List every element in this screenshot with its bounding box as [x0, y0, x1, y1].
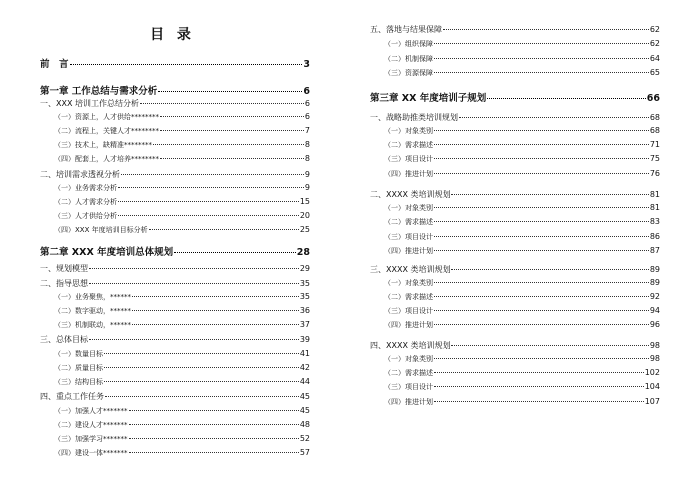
toc-page-number: 64 — [649, 54, 660, 63]
toc-entry-title: 第三章 XX 年度培训子规划 — [370, 93, 487, 104]
toc-dot-leader — [104, 381, 299, 382]
toc-dot-leader — [160, 116, 304, 117]
toc-dot-leader — [434, 72, 649, 73]
toc-page-number: 71 — [649, 140, 660, 149]
toc-page-number: 28 — [296, 247, 310, 258]
toc-dot-leader — [443, 29, 649, 30]
toc-subsection-entry[interactable] — [370, 68, 660, 78]
toc-page-number: 9 — [304, 183, 310, 192]
toc-entry-title: （四）配套上，人才培养******** — [54, 155, 159, 163]
toc-page-number: 41 — [299, 349, 310, 358]
toc-entry-title: （三）项目设计 — [384, 307, 433, 315]
toc-chapter-entry[interactable] — [40, 244, 310, 258]
toc-section-entry[interactable] — [40, 263, 310, 274]
toc-page-number: 37 — [299, 320, 310, 329]
toc-page-number: 35 — [299, 279, 310, 288]
toc-dot-leader — [434, 372, 644, 373]
toc-section-entry[interactable] — [370, 189, 660, 200]
toc-entry-title: （三）项目设计 — [384, 155, 433, 163]
toc-subsection-entry[interactable] — [370, 217, 660, 227]
toc-subsection-entry[interactable] — [370, 246, 660, 256]
toc-entry-title: （一）对象类别 — [384, 204, 433, 212]
toc-page-number: 8 — [304, 140, 310, 149]
toc-subsection-entry[interactable] — [370, 306, 660, 316]
toc-page-number: 92 — [649, 292, 660, 301]
toc-entry-title: （三）加强学习******* — [54, 435, 128, 443]
toc-page-number: 6 — [304, 112, 310, 121]
toc-dot-leader — [129, 438, 299, 439]
toc-dot-leader — [158, 91, 302, 92]
toc-dot-leader — [129, 452, 299, 453]
toc-subsection-entry[interactable] — [40, 363, 310, 373]
toc-page-number: 6 — [304, 99, 310, 108]
toc-dot-leader — [104, 353, 299, 354]
toc-subsection-entry[interactable] — [370, 278, 660, 288]
toc-dot-leader — [118, 215, 299, 216]
toc-entry-title: （四）推进计划 — [384, 170, 433, 178]
toc-dot-leader — [434, 221, 649, 222]
toc-entry-title: （四）推进计划 — [384, 247, 433, 255]
toc-dot-leader — [451, 194, 648, 195]
toc-entry-title: 一、XXX 培训工作总结分析 — [40, 99, 139, 108]
toc-entry-title: 第一章 工作总结与需求分析 — [40, 86, 158, 97]
toc-chapter-entry[interactable] — [370, 90, 660, 104]
toc-page-number: 45 — [299, 392, 310, 401]
toc-dot-leader — [129, 424, 299, 425]
toc-subsection-entry[interactable] — [370, 54, 660, 64]
toc-page-number: 20 — [299, 211, 310, 220]
toc-dot-leader — [160, 158, 304, 159]
toc-page-number: 57 — [299, 448, 310, 457]
toc-subsection-entry[interactable] — [40, 406, 310, 416]
toc-entry-title: （四）推进计划 — [384, 321, 433, 329]
page-title: 目 录 — [150, 27, 195, 43]
toc-subsection-entry[interactable] — [40, 349, 310, 359]
toc-subsection-entry[interactable] — [370, 368, 660, 378]
toc-page-number: 94 — [649, 306, 660, 315]
toc-dot-leader — [434, 207, 649, 208]
toc-subsection-entry[interactable] — [40, 112, 310, 122]
toc-subsection-entry[interactable] — [40, 306, 310, 316]
toc-page-number: 15 — [299, 197, 310, 206]
toc-page-number: 42 — [299, 363, 310, 372]
toc-entry-title: 四、XXXX 类培训规划 — [370, 341, 451, 350]
toc-page-number: 89 — [649, 278, 660, 287]
toc-entry-title: 二、XXXX 类培训规划 — [370, 190, 451, 199]
toc-page-number: 81 — [649, 190, 660, 199]
toc-entry-title: （一）对象类别 — [384, 279, 433, 287]
toc-dot-leader — [104, 367, 299, 368]
toc-page-number: 35 — [299, 292, 310, 301]
toc-dot-leader — [434, 324, 649, 325]
toc-section-entry[interactable] — [40, 278, 310, 289]
toc-entry-title: （一）业务需求分析 — [54, 184, 117, 192]
toc-dot-leader — [434, 236, 649, 237]
toc-subsection-entry[interactable] — [370, 320, 660, 330]
toc-dot-leader — [434, 250, 649, 251]
toc-entry-title: 一、规划模型 — [40, 264, 88, 273]
toc-dot-leader — [434, 144, 649, 145]
toc-dot-leader — [434, 173, 649, 174]
toc-dot-leader — [434, 58, 649, 59]
toc-entry-title: （二）流程上，关键人才******** — [54, 127, 159, 135]
toc-section-entry[interactable] — [370, 24, 660, 35]
toc-dot-leader — [434, 358, 649, 359]
toc-dot-leader — [153, 144, 304, 145]
toc-dot-leader — [121, 174, 304, 175]
toc-page-number: 9 — [304, 170, 310, 179]
toc-chapter-entry[interactable] — [40, 83, 310, 97]
toc-subsection-entry[interactable] — [40, 140, 310, 150]
toc-page-number: 102 — [644, 368, 660, 377]
toc-dot-leader — [132, 310, 299, 311]
toc-entry-title: （二）数字驱动，****** — [54, 307, 131, 315]
toc-page-number: 107 — [644, 397, 660, 406]
toc-page-number: 7 — [304, 126, 310, 135]
toc-subsection-entry[interactable] — [370, 126, 660, 136]
toc-dot-leader — [459, 117, 649, 118]
toc-subsection-entry[interactable] — [370, 203, 660, 213]
toc-page-number: 3 — [303, 59, 310, 70]
toc-entry-title: 二、培训需求透视分析 — [40, 170, 120, 179]
toc-page-number: 68 — [649, 113, 660, 122]
toc-subsection-entry[interactable] — [370, 232, 660, 242]
toc-subsection-entry[interactable] — [370, 397, 660, 407]
toc-page-number: 29 — [299, 264, 310, 273]
toc-subsection-entry[interactable] — [40, 292, 310, 302]
toc-section-entry[interactable] — [40, 334, 310, 345]
toc-dot-leader — [174, 252, 296, 253]
toc-dot-leader — [434, 158, 649, 159]
toc-dot-leader — [118, 201, 299, 202]
toc-subsection-entry[interactable] — [40, 154, 310, 164]
toc-page-number: 96 — [649, 320, 660, 329]
toc-entry-title: （三）人才供给分析 — [54, 212, 117, 220]
toc-entry-title: （二）机制保障 — [384, 55, 433, 63]
toc-dot-leader — [434, 282, 649, 283]
toc-page-number: 68 — [649, 126, 660, 135]
toc-subsection-entry[interactable] — [370, 354, 660, 364]
toc-entry-title: 四、重点工作任务 — [40, 392, 104, 401]
toc-entry-title: （一）对象类别 — [384, 127, 433, 135]
toc-subsection-entry[interactable] — [370, 154, 660, 164]
toc-page-number: 104 — [644, 382, 660, 391]
toc-subsection-entry[interactable] — [40, 434, 310, 444]
toc-dot-leader — [70, 64, 303, 65]
toc-entry-title: （四）XXX 年度培训目标分析 — [54, 226, 148, 234]
toc-page-number: 86 — [649, 232, 660, 241]
toc-entry-title: （二）需求描述 — [384, 293, 433, 301]
toc-dot-leader — [434, 296, 649, 297]
toc-entry-title: （三）资源保障 — [384, 69, 433, 77]
toc-page-number: 39 — [299, 335, 310, 344]
toc-subsection-entry[interactable] — [40, 197, 310, 207]
toc-dot-leader — [129, 410, 299, 411]
toc-dot-leader — [434, 43, 649, 44]
toc-entry-title: （一）对象类别 — [384, 355, 433, 363]
toc-section-entry[interactable] — [40, 169, 310, 180]
toc-entry-title: 第二章 XXX 年度培训总体规划 — [40, 247, 174, 258]
toc-subsection-entry[interactable] — [370, 169, 660, 179]
toc-subsection-entry[interactable] — [40, 320, 310, 330]
toc-subsection-entry[interactable] — [370, 39, 660, 49]
toc-entry-title: （四）建设一体******* — [54, 449, 128, 457]
toc-page-number: 8 — [304, 154, 310, 163]
toc-entry-title: 五、落地与结果保障 — [370, 25, 442, 34]
toc-page-number: 66 — [646, 93, 660, 104]
toc-entry-title: 二、指导思想 — [40, 279, 88, 288]
toc-page-number: 75 — [649, 154, 660, 163]
toc-page-number: 89 — [649, 265, 660, 274]
toc-entry-title: （四）推进计划 — [384, 398, 433, 406]
toc-dot-leader — [132, 296, 299, 297]
toc-entry-title: （一）资源上，人才供给******** — [54, 113, 159, 121]
toc-subsection-entry[interactable] — [370, 382, 660, 392]
toc-entry-title: 前 言 — [40, 59, 69, 70]
toc-entry-title: （二）建设人才******* — [54, 421, 128, 429]
toc-page-number: 45 — [299, 406, 310, 415]
toc-subsection-entry[interactable] — [40, 377, 310, 387]
toc-dot-leader — [132, 324, 299, 325]
toc-chapter-entry[interactable] — [40, 56, 310, 70]
toc-dot-leader — [89, 283, 299, 284]
toc-section-entry[interactable] — [370, 112, 660, 123]
toc-entry-title: （一）数量目标 — [54, 350, 103, 358]
toc-page-number: 48 — [299, 420, 310, 429]
toc-page-number: 6 — [303, 86, 310, 97]
toc-entry-title: （二）需求描述 — [384, 369, 433, 377]
toc-dot-leader — [434, 310, 649, 311]
toc-page-number: 65 — [649, 68, 660, 77]
toc-page-number: 98 — [649, 341, 660, 350]
toc-subsection-entry[interactable] — [370, 140, 660, 150]
toc-subsection-entry[interactable] — [40, 211, 310, 221]
toc-page-number: 62 — [649, 25, 660, 34]
toc-dot-leader — [434, 386, 644, 387]
toc-dot-leader — [140, 103, 304, 104]
toc-entry-title: 三、XXXX 类培训规划 — [370, 265, 451, 274]
toc-entry-title: （一）加强人才******* — [54, 407, 128, 415]
toc-entry-title: 一、战略助推类培训规划 — [370, 113, 458, 122]
toc-dot-leader — [89, 268, 299, 269]
toc-entry-title: （二）需求描述 — [384, 141, 433, 149]
toc-dot-leader — [487, 98, 646, 99]
toc-dot-leader — [451, 345, 648, 346]
toc-dot-leader — [434, 130, 649, 131]
toc-entry-title: （二）人才需求分析 — [54, 198, 117, 206]
toc-page-number: 76 — [649, 169, 660, 178]
toc-dot-leader — [149, 229, 299, 230]
toc-entry-title: 三、总体目标 — [40, 335, 88, 344]
toc-entry-title: （二）质量目标 — [54, 364, 103, 372]
toc-entry-title: （一）组织保障 — [384, 40, 433, 48]
toc-dot-leader — [105, 396, 299, 397]
toc-page-number: 62 — [649, 39, 660, 48]
toc-page-number: 44 — [299, 377, 310, 386]
toc-entry-title: （三）项目设计 — [384, 383, 433, 391]
toc-subsection-entry[interactable] — [370, 292, 660, 302]
toc-dot-leader — [89, 339, 299, 340]
toc-dot-leader — [118, 187, 304, 188]
toc-section-entry[interactable] — [40, 98, 310, 109]
toc-section-entry[interactable] — [370, 264, 660, 275]
toc-entry-title: （三）机制联动，****** — [54, 321, 131, 329]
toc-entry-title: （三）结构目标 — [54, 378, 103, 386]
toc-entry-title: （三）技术上，缺精准******** — [54, 141, 152, 149]
toc-page-number: 98 — [649, 354, 660, 363]
toc-page-number: 87 — [649, 246, 660, 255]
toc-dot-leader — [434, 401, 644, 402]
toc-entry-title: （三）项目设计 — [384, 233, 433, 241]
toc-dot-leader — [451, 269, 648, 270]
toc-subsection-entry[interactable] — [40, 420, 310, 430]
toc-subsection-entry[interactable] — [40, 126, 310, 136]
toc-subsection-entry[interactable] — [40, 448, 310, 458]
toc-page-number: 36 — [299, 306, 310, 315]
toc-page-number: 25 — [299, 225, 310, 234]
toc-section-entry[interactable] — [40, 391, 310, 402]
toc-entry-title: （二）需求描述 — [384, 218, 433, 226]
toc-subsection-entry[interactable] — [40, 225, 310, 235]
toc-page-number: 81 — [649, 203, 660, 212]
toc-page-number: 52 — [299, 434, 310, 443]
toc-dot-leader — [160, 130, 304, 131]
toc-page-number: 83 — [649, 217, 660, 226]
toc-section-entry[interactable] — [370, 340, 660, 351]
toc-subsection-entry[interactable] — [40, 183, 310, 193]
toc-entry-title: （一）业务聚焦，****** — [54, 293, 131, 301]
